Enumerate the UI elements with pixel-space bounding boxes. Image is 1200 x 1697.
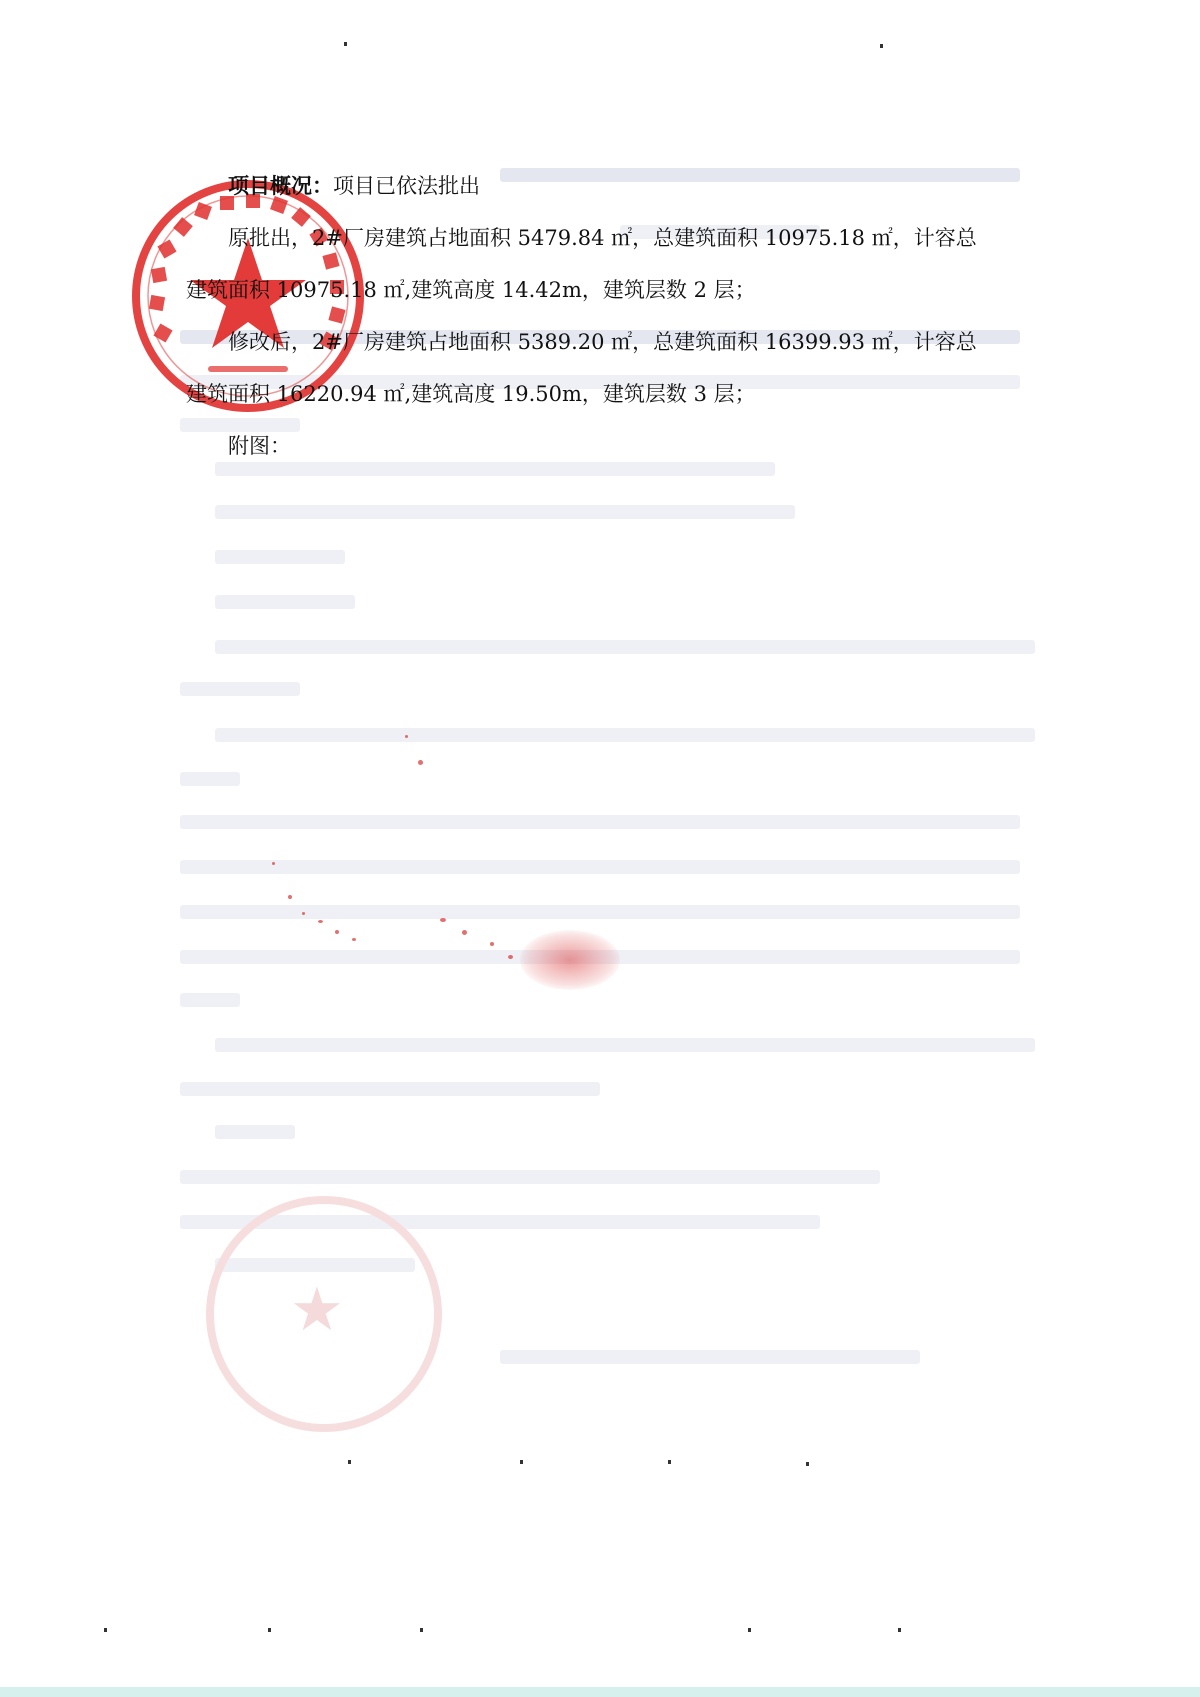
scan-bottom-edge (0, 1687, 1200, 1697)
scan-mark (668, 1460, 671, 1464)
scan-mark (104, 1628, 107, 1632)
ink-smudge (352, 938, 356, 941)
ink-smudge (462, 930, 467, 935)
ink-smudge (302, 912, 305, 915)
overview-text: 项目已依法批出 (333, 174, 480, 198)
scan-mark (268, 1628, 271, 1632)
bleed-through-line (180, 815, 1020, 829)
bleed-through-line (180, 860, 1020, 874)
ink-smudge (490, 942, 494, 946)
bleed-through-line (180, 905, 1020, 919)
scan-mark (898, 1628, 901, 1632)
bleed-through-line (500, 1350, 920, 1364)
scan-mark (348, 1460, 351, 1464)
ink-smudge (405, 735, 408, 738)
scan-mark (420, 1628, 423, 1632)
scan-mark (880, 44, 883, 48)
bleed-through-line (180, 1082, 600, 1096)
ink-smudge (272, 862, 275, 865)
scan-mark (748, 1628, 751, 1632)
bleed-through-line (215, 640, 1035, 654)
document-body (186, 160, 1026, 472)
ink-smudge (318, 920, 323, 923)
revised-line-2: 建筑面积 16220.94 ㎡,建筑高度 19.50m，建筑层数 3 层； (186, 382, 756, 406)
ink-smudge (335, 930, 339, 934)
original-approval-line-1: 原批出，2#厂房建筑占地面积 5479.84 ㎡，总建筑面积 10975.18 ㎡，计容总 (228, 226, 977, 250)
scan-mark (806, 1462, 809, 1466)
bleed-through-star-icon: ★ (290, 1275, 344, 1345)
scan-mark (344, 42, 347, 46)
bleed-through-line (215, 1038, 1035, 1052)
bleed-through-line (215, 505, 795, 519)
ink-smudge (288, 895, 292, 899)
overview-paragraph (186, 160, 1026, 212)
original-approval-line-2: 建筑面积 10975.18 ㎡,建筑高度 14.42m，建筑层数 2 层； (186, 278, 756, 302)
revised-line-1: 修改后，2#厂房建筑占地面积 5389.20 ㎡，总建筑面积 16399.93 ㎡，计容总 (228, 330, 977, 354)
bleed-through-line (180, 993, 240, 1007)
bleed-through-line (215, 550, 345, 564)
attachment-label: 附图： (228, 434, 291, 458)
ink-smudge-patch (520, 930, 620, 990)
ink-smudge (508, 955, 513, 959)
overview-heading: 项目概况： (228, 173, 333, 198)
bleed-through-line (215, 1125, 295, 1139)
bleed-through-line (180, 1170, 880, 1184)
bleed-through-line (180, 772, 240, 786)
bleed-through-line (215, 728, 1035, 742)
bleed-through-line (180, 682, 300, 696)
scan-mark (520, 1460, 523, 1464)
bleed-through-line (215, 595, 355, 609)
ink-smudge (440, 918, 446, 922)
ink-smudge (418, 760, 423, 765)
